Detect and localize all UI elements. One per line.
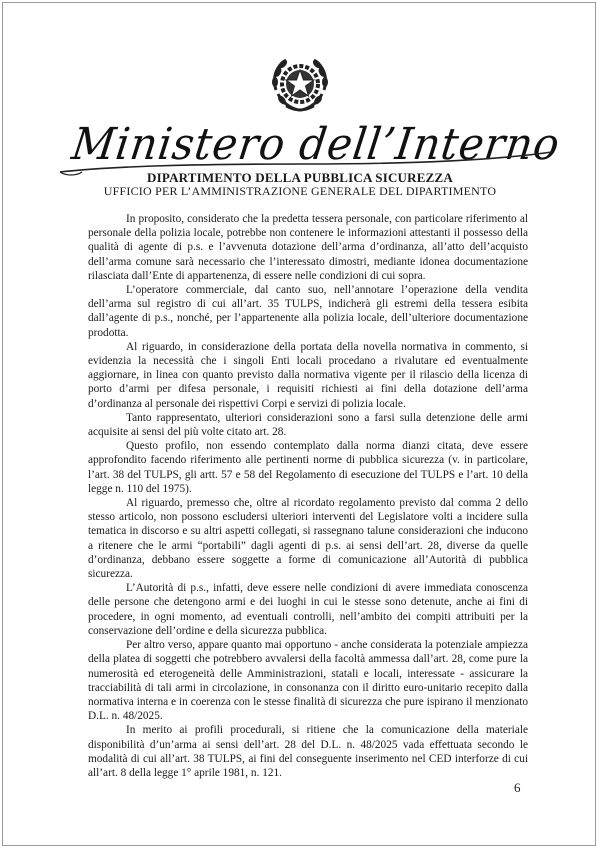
paragraph: In merito ai profili procedurali, si ritiene che la comunicazione della materiale disponibilità d’un’arma ai sensi dell’art. 28 del D.L. n. 48/2025 vada effettuata secondo le modalità di cui all’art. 38 TULPS, ai fini del conseguente inserimento nel CED interforze di cui all’art. 8 della legge 1° aprile 1981, n. 121. [88,724,528,779]
paragraph: Questo profilo, non essendo contemplato dalla norma dianzi citata, deve essere approfondito facendo riferimento alle pertinenti norme di pubblica sicurezza (v. in particolare, l’art. 38 del TULPS, gli artt. 57 e 58 del Regolamento di esecuzione del TULPS e l’art. 10 della legge n. 110 del 1975). [88,440,528,495]
paragraph: Al riguardo, premesso che, oltre al ricordato regolamento previsto dal comma 2 dello stesso articolo, non possono escludersi ulteriori interventi del Legislatore volti a incidere sulla tematica in discorso e su altri aspetti collegati, si rassegnano talune considerazioni che inducono a ritenere che le armi “portabili” dagli agenti di p.s. ai sensi dell’art. 28, diverse da quelle d’ordinanza, debbano essere soggette a forme di comunicazione all’Autorità di pubblica sicurezza. [88,497,528,581]
paragraph: Per altro verso, appare quanto mai opportuno - anche considerata la potenziale ampiezza della platea di soggetti che potrebbero avvalersi della facoltà ammessa dall’art. 28, come pure la numerosità ed eterogeneità delle Amministrazioni, statali e locali, interessate - assicurare la tracciabilità di tali armi in circolazione, in consonanza con il diritto euro-unitario recepito dalla normativa interna e in coerenza con le stesse finalità di sicurezza che pure ispirano il menzionato D.L. n. 48/2025. [88,639,528,723]
ministry-title: Ministero dell’Interno [68,119,564,170]
paragraph: L’operatore commerciale, dal canto suo, nell’annotare l’operazione della vendita dell’arma sul registro di cui all’art. 35 TULPS, indicherà gli estremi della tessera esibita dall’agente di p.s., nonché, per l’appartenente alla polizia locale, dell’ulteriore documentazione prodotta. [88,284,528,339]
republic-emblem-icon [266,50,334,114]
department-name: DIPARTIMENTO DELLA PUBBLICA SICUREZZA [147,170,453,185]
office-name: UFFICIO PER L’AMMINISTRAZIONE GENERALE DEL DIPARTIMENTO [103,184,497,198]
paragraph: L’Autorità di p.s., infatti, deve essere nelle condizioni di avere immediata conoscenza delle persone che detengono armi e dei luoghi in cui le stesse sono detenute, anche ai fini di procedere, in ogni momento, ad eventuali controlli, nell’ambito dei compiti attribuiti per la conservazione dell’ordine e della sicurezza pubblica. [88,582,528,637]
page-number: 6 [514,780,521,795]
paragraph: In proposito, considerato che la predetta tessera personale, con particolare riferimento al personale della polizia locale, potrebbe non contenere le informazioni attestanti il possesso della qualità di agente di p.s. e l’avvenuta dotazione dell’arma d’ordinanza, all’atto dell’acquisto dell’arma comune sarà necessario che l’interessato dimostri, mediante idonea documentazione rilasciata dall’Ente di appartenenza, di essere nelle condizioni di cui sopra. [88,213,528,282]
paragraph: Tanto rappresentato, ulteriori considerazioni sono a farsi sulla detenzione delle armi acquisite ai sensi del più volte citato art. 28. [88,411,528,439]
paragraph: Al riguardo, in considerazione della portata della novella normativa in commento, si evidenzia la necessità che i singoli Enti locali procedano a rivalutare ed eventualmente aggiornare, in linea con quanto previsto dalla normativa vigente per il rilascio della licenza di porto d’armi per difesa personale, i requisiti richiesti ai fini della dotazione dell’arma d’ordinanza al personale dei rispettivi Corpi e servizi di polizia locale. [88,340,528,410]
document-body [88,212,528,780]
